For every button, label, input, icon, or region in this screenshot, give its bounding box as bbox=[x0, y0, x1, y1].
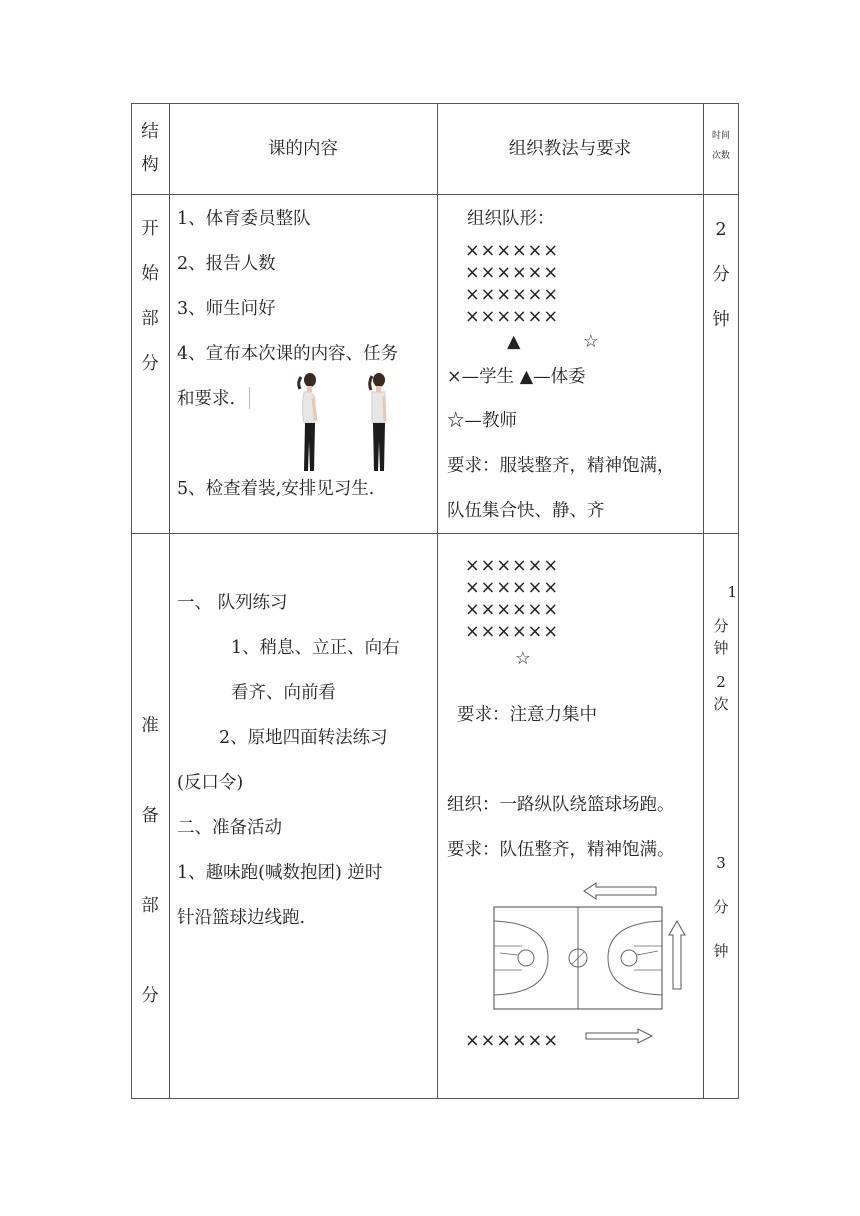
section2-time-char: 分 bbox=[713, 617, 729, 635]
section2-organization: 组织：一路纵队绕篮球场跑。 bbox=[447, 795, 675, 815]
header-divider bbox=[131, 194, 739, 195]
section1-item: 5、检查着装,安排见习生. bbox=[177, 479, 375, 499]
section2-time-1 bbox=[703, 581, 739, 715]
formation-row: ×××××× bbox=[465, 578, 559, 598]
section1-time-char: 钟 bbox=[712, 310, 730, 330]
section2-item: 1、稍息、立正、向右 bbox=[231, 638, 400, 658]
section2-bottom-row: ×××××× bbox=[465, 1031, 559, 1051]
arrow-left-icon bbox=[584, 883, 656, 899]
section1-requirement: 队伍集合快、静、齐 bbox=[447, 501, 605, 521]
class-monitor-triangle-icon: ▲ bbox=[507, 332, 521, 352]
section1-time bbox=[703, 208, 739, 343]
section1-item: 3、师生问好 bbox=[177, 299, 276, 319]
section2-time-2 bbox=[703, 851, 739, 963]
section1-label-char: 始 bbox=[141, 264, 159, 284]
section2-time-char: 钟 bbox=[713, 942, 729, 960]
section1-legend-student: ×—学生 ▲—体委 bbox=[447, 367, 586, 387]
table-border-bottom bbox=[131, 1098, 739, 1099]
formation-row: ×××××× bbox=[465, 600, 559, 620]
formation-row: ×××××× bbox=[465, 263, 559, 283]
header-content: 课的内容 bbox=[268, 139, 338, 159]
section2-requirement: 要求：注意力集中 bbox=[457, 705, 597, 725]
header-time bbox=[704, 130, 738, 162]
table-border-top bbox=[131, 103, 739, 104]
section1-org-title: 组织队形： bbox=[467, 209, 555, 229]
column-divider-1 bbox=[169, 103, 170, 1099]
lesson-plan-table bbox=[131, 103, 739, 1099]
section2-time-char: 2 bbox=[716, 673, 726, 691]
section1-item: 1、体育委员整队 bbox=[177, 209, 311, 229]
section2-item: 看齐、向前看 bbox=[231, 683, 336, 703]
section2-item: 二、准备活动 bbox=[177, 818, 282, 838]
section2-label-char: 准 bbox=[141, 716, 159, 736]
section-divider bbox=[131, 533, 739, 534]
section1-requirement: 要求：服装整齐，精神饱满， bbox=[447, 456, 675, 476]
section2-label bbox=[132, 681, 168, 1041]
section1-item: 和要求. bbox=[177, 389, 236, 409]
text-cursor-mark bbox=[249, 387, 250, 409]
section1-label bbox=[132, 207, 168, 387]
header-time-line: 时间 bbox=[711, 131, 730, 141]
section2-item: 1、趣味跑(喊数抱团) 逆时 bbox=[177, 863, 383, 883]
formation-row: ×××××× bbox=[465, 307, 559, 327]
section2-label-char: 备 bbox=[141, 806, 159, 826]
section2-item: (反口令) bbox=[177, 773, 244, 793]
header-structure bbox=[132, 116, 168, 182]
section1-time-char: 分 bbox=[712, 265, 730, 285]
formation-row: ×××××× bbox=[465, 556, 559, 576]
section2-label-char: 分 bbox=[141, 986, 159, 1006]
column-divider-2 bbox=[437, 103, 438, 1099]
section2-time-char: 分 bbox=[713, 898, 729, 916]
section2-item: 2、原地四面转法练习 bbox=[219, 728, 388, 748]
section1-label-char: 分 bbox=[141, 354, 159, 374]
court-outline bbox=[494, 907, 662, 1009]
section2-requirement: 要求：队伍整齐，精神饱满。 bbox=[447, 840, 675, 860]
header-structure-char: 结 bbox=[141, 122, 159, 142]
teacher-star-icon: ☆ bbox=[583, 332, 599, 352]
arrow-up-icon bbox=[669, 921, 685, 989]
formation-row: ×××××× bbox=[465, 241, 559, 261]
section2-time-char: 次 bbox=[713, 695, 729, 713]
section1-label-char: 开 bbox=[141, 219, 159, 239]
formation-row: ×××××× bbox=[465, 622, 559, 642]
header-method: 组织教法与要求 bbox=[508, 139, 632, 159]
header-time-line: 次数 bbox=[711, 151, 730, 161]
section1-legend-teacher: ☆—教师 bbox=[447, 411, 517, 431]
section2-time-char: 1 bbox=[727, 583, 737, 601]
section1-item: 2、报告人数 bbox=[177, 254, 276, 274]
section2-item: 针沿篮球边线跑. bbox=[177, 908, 306, 928]
section1-label-char: 部 bbox=[141, 309, 159, 329]
section1-item: 4、宣布本次课的内容、任务 bbox=[177, 344, 399, 364]
formation-row: ×××××× bbox=[465, 285, 559, 305]
section1-formation bbox=[465, 240, 559, 328]
section2-time-char: 钟 bbox=[713, 639, 729, 657]
section2-label-char: 部 bbox=[141, 896, 159, 916]
posture-figure-good-icon bbox=[359, 371, 395, 473]
section2-formation bbox=[465, 555, 559, 643]
section2-time-char: 3 bbox=[716, 854, 726, 872]
arrow-right-icon bbox=[586, 1029, 652, 1043]
section1-time-char: 2 bbox=[715, 220, 727, 240]
teacher-star-icon: ☆ bbox=[515, 649, 531, 669]
posture-figure-bad-icon bbox=[291, 371, 327, 473]
section2-item: 一、 队列练习 bbox=[177, 593, 288, 613]
header-structure-char: 构 bbox=[141, 155, 159, 175]
